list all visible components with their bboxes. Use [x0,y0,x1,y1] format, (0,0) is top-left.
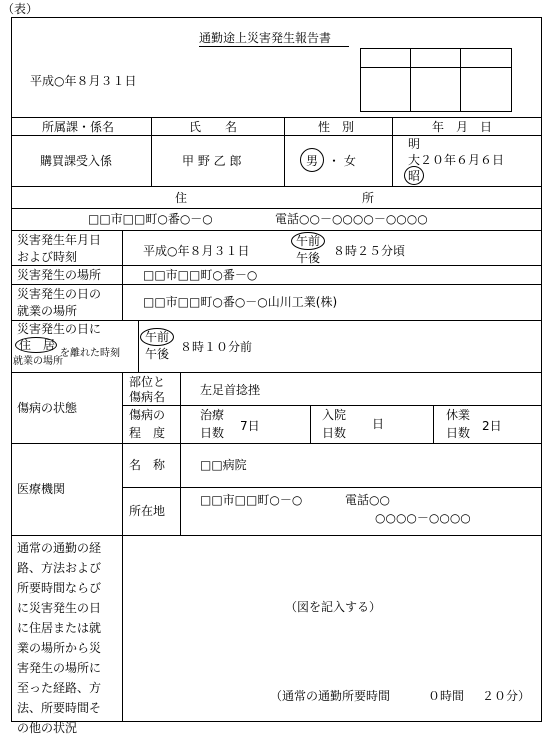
rule [11,208,542,209]
route-label-line: 通常の通勤の経 [17,541,102,555]
medical-name-value: □□病院 [200,458,247,472]
address-value: □□市□□町○番○－○ [88,212,213,226]
commute-hours: ０時間 [428,689,465,703]
left-home-label-home: 住 居 [19,338,56,352]
rule [11,535,542,536]
accident-place-value: □□市□□町○番－○ [143,268,258,282]
injury-part-label-2: 傷病名 [129,390,166,404]
dept-value: 購買課受入係 [40,154,113,168]
rule [122,405,542,406]
workplace-label-2: 就業の場所 [17,304,78,318]
name-value: 甲 野 乙 郎 [182,154,242,168]
accident-time: ８時２５分頃 [333,244,406,258]
rule [122,372,123,722]
form-corner-label: （表） [2,2,39,16]
sex-male: 男 [306,154,319,168]
stamp-grid-line [410,48,411,111]
injury-degree-label-1: 傷病の [129,408,166,422]
address-label-left: 住 [175,191,188,205]
injury-part-label-1: 部位と [129,375,166,389]
hosp-label-1: 入院 [322,408,347,422]
accident-pm: 午後 [296,251,321,265]
route-label-line: 路、方法および [17,561,102,575]
rule [122,230,123,320]
address-phone: 電話○○－○○○○－○○○○ [275,212,428,226]
rule [11,265,542,266]
left-home-time: ８時１０分前 [180,340,253,354]
medical-phone-2: ○○○○－○○○○ [375,511,471,525]
rule [11,230,542,231]
leave-days: 2日 [482,419,502,433]
injury-part-value: 左足首捻挫 [200,383,261,397]
left-home-pm: 午後 [145,347,170,361]
medical-label: 医療機関 [17,482,66,496]
rule [11,186,542,187]
rule [11,135,542,136]
accident-place-label: 災害発生の場所 [17,268,102,282]
rule [310,405,311,443]
rule [11,117,542,118]
birth-date: 大２０年６月６日 [408,153,505,167]
stamp-grid-line [460,48,461,111]
form-title: 通勤途上災害発生報告書 [199,31,332,45]
rule [122,487,542,488]
injury-degree-label-2: 程 度 [129,426,166,440]
accident-datetime-label-1: 災害発生年月日 [17,233,102,247]
workplace-label-1: 災害発生の日の [17,287,102,301]
medical-loc-value: □□市□□町○－○ [200,493,303,507]
rule [138,320,139,372]
leave-label-1: 休業 [446,408,471,422]
left-home-label-1: 災害発生の日に [17,322,102,336]
rule [180,443,181,535]
birth-header: 年 月 日 [432,120,493,134]
era-meiji: 明 [408,137,421,151]
rule [284,117,285,186]
route-label [17,538,121,738]
medical-loc-label: 所在地 [129,504,166,518]
era-showa: 昭 [408,169,421,183]
treat-label-1: 治療 [200,408,225,422]
left-home-label-tail: を離れた時刻 [60,348,120,359]
route-label-line: の他の状況 [17,721,78,735]
commute-minutes: ２０分） [482,689,531,703]
route-label-line: 所要時間ならび [17,581,102,595]
name-header: 氏 名 [189,120,238,134]
route-label-line: に住居または就 [17,621,102,635]
title-underline [199,46,349,47]
rule [180,372,181,443]
treat-label-2: 日数 [200,426,225,440]
route-label-line: 法、所要時間そ [17,701,102,715]
left-home-label-work: 就業の場所 [13,356,63,367]
hosp-label-2: 日数 [322,426,347,440]
accident-am: 午前 [296,234,321,248]
rule [11,443,542,444]
rule [11,372,542,373]
sex-female: ・ 女 [328,154,356,168]
route-label-line: 至った経路、方 [17,681,102,695]
rule [392,117,393,186]
route-diagram-note: （図を記入する） [285,600,382,614]
medical-name-label: 名 称 [129,458,166,472]
address-label-right: 所 [362,191,375,205]
injury-label: 傷病の状態 [17,401,78,415]
sex-header: 性 別 [318,120,355,134]
report-date: 平成○年８月３１日 [30,74,137,88]
workplace-value: □□市□□町○番○－○山川工業(株) [143,295,338,309]
left-home-am: 午前 [145,330,170,344]
route-label-line: 業の場所から災 [17,641,102,655]
rule [151,117,152,186]
treat-days: 7日 [240,419,260,433]
rule [11,284,542,285]
rule [433,405,434,443]
accident-date: 平成○年８月３１日 [143,244,250,258]
rule [11,320,542,321]
commute-label: （通常の通勤所要時間 [270,689,391,703]
stamp-grid [360,48,512,112]
accident-datetime-label-2: および時刻 [17,250,78,264]
dept-header: 所属課・係名 [42,120,115,134]
route-label-line: 害発生の場所に [17,661,102,675]
route-label-line: に災害発生の日 [17,601,102,615]
stamp-grid-line [360,67,511,68]
hosp-days: 日 [372,417,385,431]
leave-label-2: 日数 [446,426,471,440]
medical-phone-1: 電話○○ [345,493,390,507]
